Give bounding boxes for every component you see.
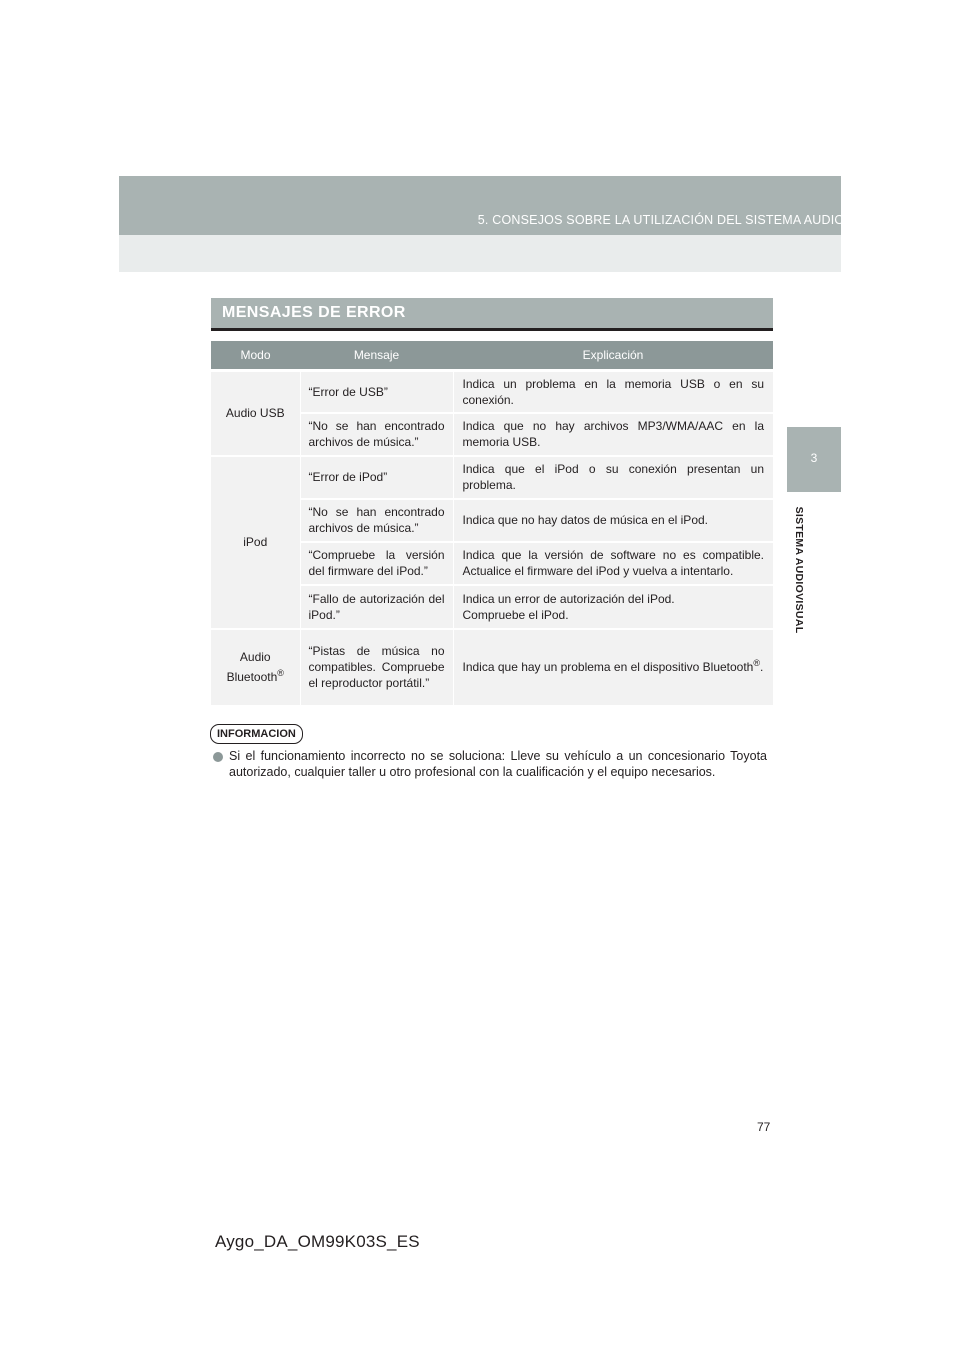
explanation-cell: Indica un problema en la memoria USB o en su conexión. — [453, 371, 773, 413]
registered-mark: ® — [277, 668, 284, 678]
message-cell: “Error de USB” — [300, 371, 453, 413]
message-cell: “Error de iPod” — [300, 456, 453, 499]
mode-line: Audio — [239, 650, 271, 664]
chapter-label-area — [766, 494, 832, 654]
mode-line: Bluetooth — [226, 670, 278, 684]
table-header-row — [211, 341, 773, 371]
info-badge: INFORMACION — [210, 724, 303, 744]
message-cell: “Fallo de autorización del iPod.” — [300, 585, 453, 629]
mode-cell-usb: Audio USB — [211, 371, 300, 456]
error-messages-table — [211, 341, 773, 705]
column-header-message: Mensaje — [300, 341, 453, 371]
table-row — [211, 371, 773, 413]
message-cell: “No se han encontrado archivos de música.” — [300, 499, 453, 542]
section-title: MENSAJES DE ERROR — [222, 304, 406, 321]
message-cell: “Compruebe la versión del firmware del iPod.” — [300, 542, 453, 585]
explanation-cell: Indica que no hay datos de música en el iPod. — [453, 499, 773, 542]
page-number: 77 — [757, 1120, 771, 1134]
explanation-line: Indica un error de autorización del iPod. — [462, 591, 675, 606]
explanation-cell: Indica que el iPod o su conexión presentan un problema. — [453, 456, 773, 499]
explanation-text: Indica que hay un problema en el dispositivo Bluetooth — [462, 660, 754, 674]
explanation-cell — [453, 629, 773, 705]
header-section-title: 5. CONSEJOS SOBRE LA UTILIZACIÓN DEL SISTEMA AUDIOVISUAL — [477, 213, 890, 227]
chapter-number: 3 — [810, 451, 818, 465]
bullet-icon — [213, 752, 223, 762]
explanation-end: . — [760, 660, 764, 674]
table-row — [211, 629, 773, 705]
section-rule — [211, 328, 773, 331]
column-header-explanation: Explicación — [453, 341, 773, 371]
document-code: Aygo_DA_OM99K03S_ES — [215, 1232, 420, 1251]
explanation-cell: Indica que no hay archivos MP3/WMA/AAC en la memoria USB. — [453, 413, 773, 456]
info-text: Si el funcionamiento incorrecto no se soluciona: Lleve su vehículo a un concesionario Toyota autorizado, cualquier taller u otro profesional con la cualificación y el equipo necesarios. — [229, 749, 767, 779]
chapter-label: SISTEMA AUDIOVISUAL — [793, 506, 805, 634]
message-cell: “Pistas de música no compatibles. Compruebe el reproductor portátil.” — [300, 629, 453, 705]
mode-cell-ipod: iPod — [211, 456, 300, 629]
explanation-line: Compruebe el iPod. — [462, 607, 569, 622]
explanation-cell: Indica que la versión de software no es compatible. Actualice el firmware del iPod y vuelva a intentarlo. — [453, 542, 773, 585]
registered-mark: ® — [753, 658, 760, 668]
table-row — [211, 456, 773, 499]
mode-cell-bluetooth — [211, 629, 300, 705]
column-header-mode: Modo — [211, 341, 300, 371]
header-subband — [119, 235, 841, 272]
section-heading — [211, 298, 773, 328]
message-cell: “No se han encontrado archivos de música.” — [300, 413, 453, 456]
explanation-cell — [453, 585, 773, 629]
